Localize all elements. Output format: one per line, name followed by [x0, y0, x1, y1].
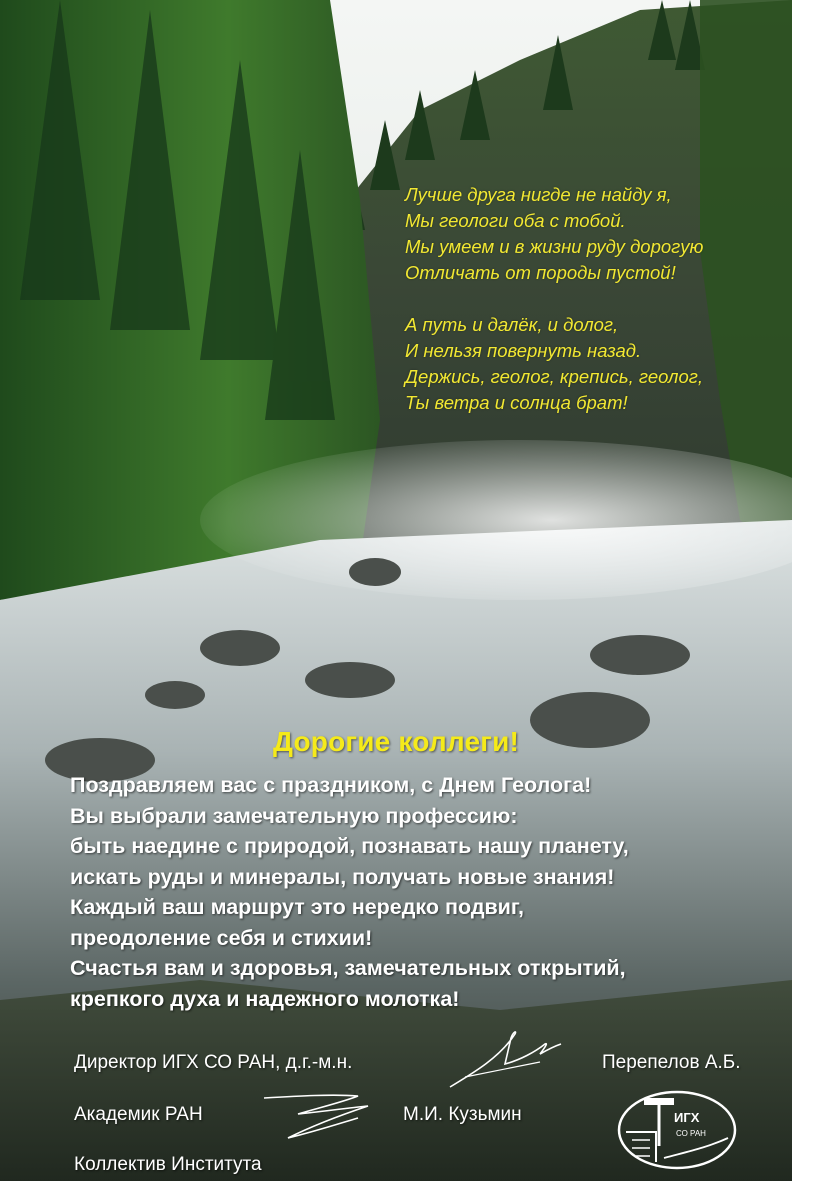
poem-line: И нельзя повернуть назад.: [405, 340, 642, 361]
logo-abbr: ИГХ: [674, 1110, 700, 1125]
poem: [405, 182, 785, 416]
greeting-line: преодоление себя и стихии!: [70, 925, 373, 950]
greeting-line: Каждый ваш маршрут это нередко подвиг,: [70, 895, 524, 919]
director-title: Директор ИГХ СО РАН, д.г.-м.н.: [74, 1052, 353, 1073]
institute-logo-icon: [616, 1088, 738, 1172]
director-handwritten-signature: [445, 1022, 565, 1092]
greeting-line: Поздравляем вас с праздником, с Днем Геолога!: [70, 773, 592, 797]
greeting-line: Вы выбрали замечательную профессию:: [70, 803, 518, 828]
poem-line: Мы умеем и в жизни руду дорогую: [405, 236, 704, 257]
poem-line: Ты ветра и солнца брат!: [405, 392, 628, 413]
greeting-line: искать руды и минералы, получать новые знания!: [70, 864, 615, 889]
card-title: Дорогие коллеги!: [272, 726, 520, 757]
greeting-line: крепкого духа и надежного молотка!: [70, 986, 460, 1011]
greeting-line: быть наедине с природой, познавать нашу планету,: [70, 834, 629, 858]
poem-line: А путь и далёк, и долог,: [405, 314, 619, 335]
poem-line: Лучше друга нигде не найду я,: [405, 184, 672, 205]
academic-title: Академик РАН: [74, 1104, 203, 1125]
stanza-gap: [405, 286, 785, 312]
poem-line: Держись, геолог, крепись, геолог,: [405, 366, 703, 387]
director-name: Перепелов А.Б.: [602, 1052, 741, 1073]
logo-sub: СО РАН: [676, 1129, 706, 1138]
academic-handwritten-signature: [258, 1088, 388, 1144]
greeting-text: [70, 770, 785, 1014]
collective-signature: Коллектив Института: [74, 1154, 262, 1175]
academic-name: М.И. Кузьмин: [403, 1104, 522, 1125]
greeting-line: Счастья вам и здоровья, замечательных открытий,: [70, 956, 626, 980]
poem-line: Отличать от породы пустой!: [405, 262, 676, 283]
poem-line: Мы геологи оба с тобой.: [405, 210, 626, 231]
